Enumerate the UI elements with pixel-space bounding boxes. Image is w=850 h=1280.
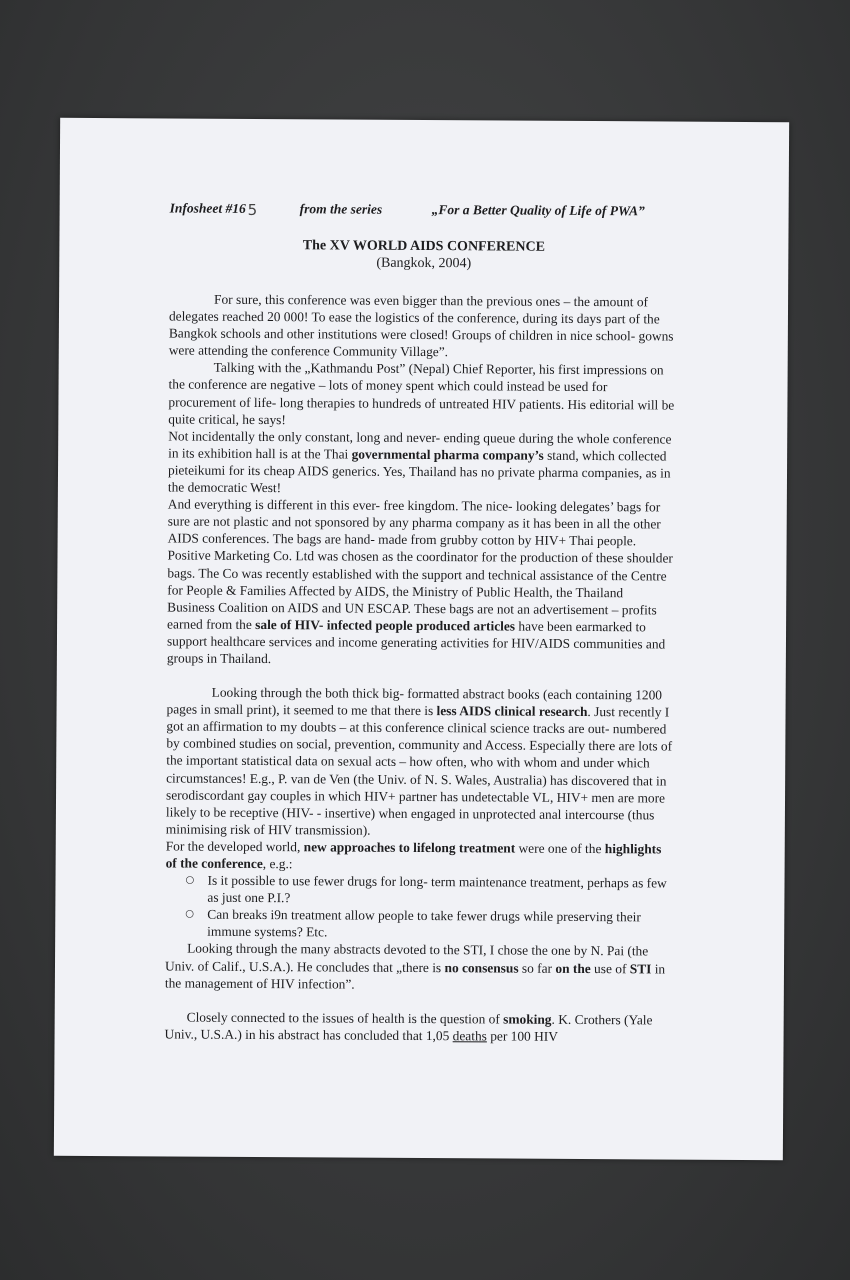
paragraph-text: have been earmarked to support healthcare services and income generating activities for HIV/AIDS communities and groups in Thailand.: [166, 618, 666, 667]
bold-text: highlights of the conference: [165, 841, 662, 872]
list-item: ○ Is it possible to use fewer drugs for long- term maintenance treatment, perhaps as few as just one P.I.?: [207, 872, 671, 909]
bold-text: no consensus: [444, 959, 519, 976]
paragraph-text: . Just recently I got an affirmation to my doubts – at this conference clinical science tracks are out- numbered by combined studies on social, prevention, community and Access. Especially there are lots of the important statistical data on sexual acts – how often, who with whom and under which circumstances! E.g., P. van de Ven (the Univ. of N. S. Wales, Australia) has discovered that in serodiscordant gay couples in which HIV+ partner has undetectable VL, HIV+ men are more likely to be receptive (HIV- - insertive) when engaged in unprotected anal intercourse (thus minimising risk of HIV transmission).: [165, 704, 673, 838]
bold-text: smoking: [503, 1011, 552, 1027]
paragraph-text: were one of the: [515, 840, 605, 857]
paragraph-text: Not incidentally the only constant, long and never- ending queue during the whole conference in its exhibition hall is at the Thai: [168, 428, 672, 462]
paragraph-text: Looking through the many abstracts devoted to the STI, I chose the one by N. Pai (the Univ. of Calif., U.S.A.). He concludes that „there is: [164, 941, 649, 975]
paragraph-text: Looking through the both thick big- formatted abstract books (each containing 1200 pages in small print), it seemed to me that there is: [166, 684, 663, 719]
series-label: from the series: [299, 201, 383, 217]
bold-text: sale of HIV- infected people produced articles: [255, 616, 516, 634]
paragraph-text: stand, which collected pieteikumi for its cheap AIDS generics. Yes, Thailand has no private pharma companies, as in the democratic West!: [167, 447, 671, 496]
document-page: [54, 118, 789, 1160]
bold-text: STI: [629, 960, 652, 976]
bold-text: governmental pharma company’s: [351, 446, 544, 463]
infosheet-num-digit: 6: [238, 200, 246, 216]
paragraph-8: [165, 1008, 671, 1045]
bold-text: new approaches to lifelong treatment: [303, 839, 516, 856]
list-item: ○ Can breaks i9n treatment allow people to take fewer drugs while preserving their immune systems? Etc.: [207, 906, 671, 943]
document-header: [170, 200, 729, 223]
document-title: The XV WORLD AIDS CONFERENCE: [302, 238, 546, 255]
paragraph-text: use of: [590, 960, 630, 976]
bold-text: on the: [555, 960, 591, 976]
paragraph-1: For sure, this conference was even bigger than the previous ones – the amount of delegates reached 20 000! To ease the logistics of the conference, during its days part of the Bangkok schools and other institutions were closed! Groups of children in nice school- gowns were attending the conference Community Village”.: [168, 291, 674, 360]
paragraph-text: . K. Crothers (Yale Univ., U.S.A.) in his abstract has concluded that 1,05: [164, 1011, 653, 1044]
paragraph-text: Closely connected to the issues of health is the question of: [186, 1009, 504, 1027]
paragraph-text: For the developed world,: [165, 838, 304, 855]
handwritten-correction: 5: [247, 200, 258, 219]
paragraph-2: Talking with the „Kathmandu Post” (Nepal) Chief Reporter, his first impressions on the conference are negative – lots of money spent which could instead be used for procurement of life- long therapies to hundreds of untreated HIV patients. His editorial will be quite critical, he says!: [168, 360, 675, 427]
paragraph-4: [167, 496, 674, 670]
paragraph-text: And everything is different in this ever- free kingdom. The nice- looking delegates’ bags for sure are not plastic and not sponsored by any pharma company as it has been in all the other AIDS conferences. The bags are hand- made from grubby cotton by HIV+ Thai people. Positive Marketing Co. Ltd was chosen as the coordinator for the production of these shoulder bags. The Co was recently established with the support and technical assistance of the Centre for People & Families Affected by AIDS, the Ministry of Public Health, the Thailand Business Coalition on AIDS and UN ESCAP. These bags are not an advertisement – profits earned from the: [167, 496, 673, 632]
question-list: [165, 872, 671, 943]
document-body: [165, 290, 676, 1045]
paragraph-text: so far: [518, 960, 556, 976]
paragraph-text: per 100 HIV: [486, 1028, 558, 1044]
infosheet-number: [169, 200, 258, 219]
paragraph-6: [166, 837, 672, 874]
series-title: „For a Better Quality of Life of PWA”: [431, 202, 645, 219]
paragraph-3: [168, 427, 674, 498]
paragraph-5: [166, 684, 673, 841]
paragraph-text: , e.g.:: [262, 856, 293, 872]
infosheet-label: Infosheet #1: [169, 200, 240, 216]
document-subtitle: (Bangkok, 2004): [376, 255, 472, 272]
bold-text: less AIDS clinical research: [436, 703, 588, 720]
paragraph-7: [165, 940, 671, 994]
title-block: [59, 236, 788, 274]
paragraph-text: in the management of HIV infection”.: [164, 960, 666, 992]
underlined-text: deaths: [452, 1028, 487, 1044]
